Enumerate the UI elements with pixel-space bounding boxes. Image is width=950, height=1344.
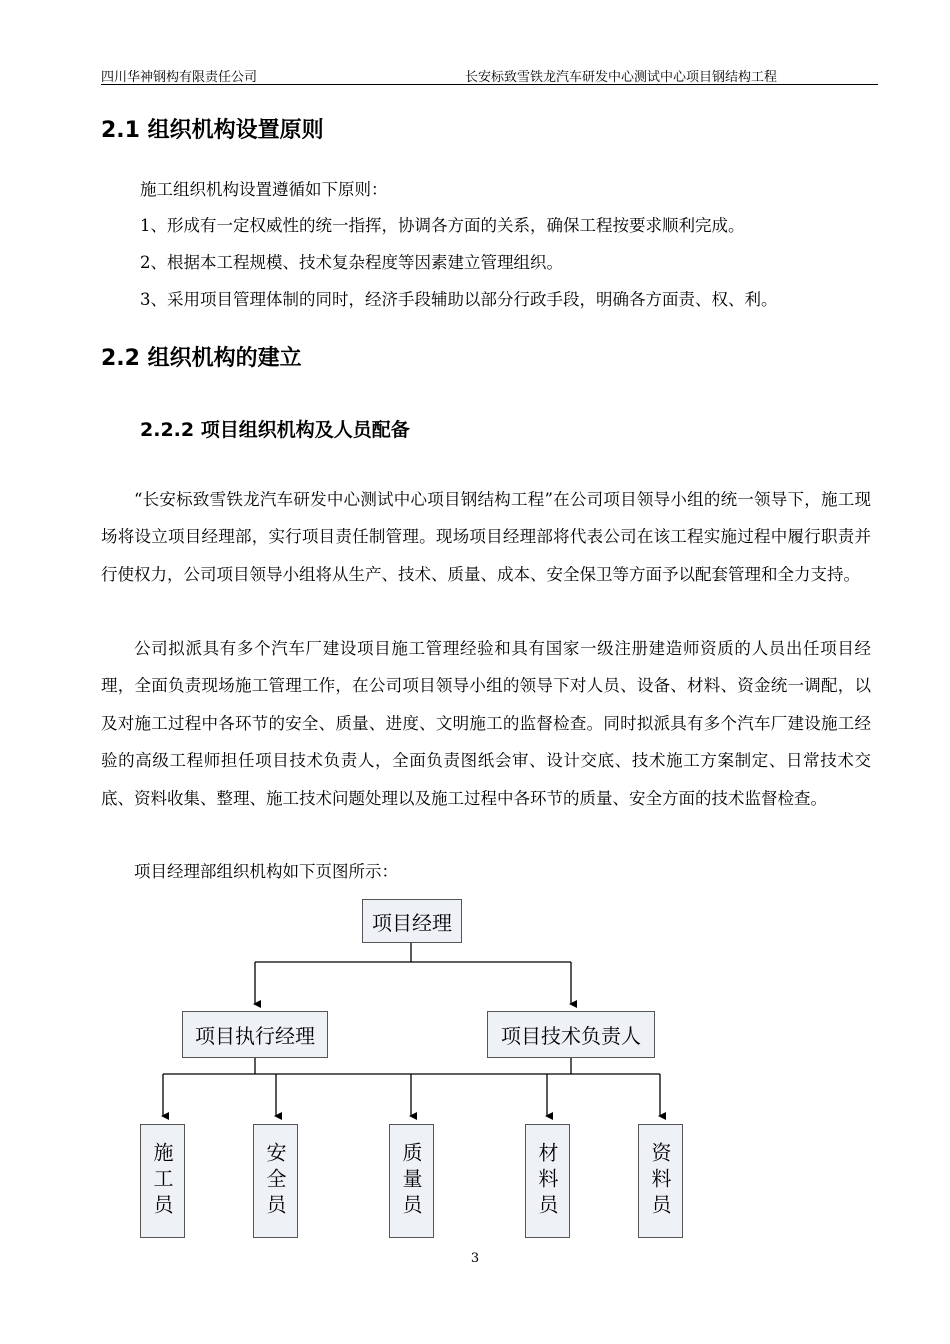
org-box-quality-staff: 质量员 bbox=[389, 1124, 434, 1238]
org-box-technical-lead: 项目技术负责人 bbox=[487, 1011, 655, 1058]
header-project: 长安标致雪铁龙汽车研发中心测试中心项目钢结构工程 bbox=[465, 69, 778, 84]
sec21-intro: 施工组织机构设置遵循如下原则： bbox=[140, 180, 388, 199]
sec21-item-1: 1、形成有一定权威性的统一指挥，协调各方面的关系，确保工程按要求顺利完成。 bbox=[140, 216, 745, 235]
paragraph-2: 公司拟派具有多个汽车厂建设项目施工管理经验和具有国家一级注册建造师资质的人员出任项目经理，全面负责现场施工管理工作，在公司项目领导小组的领导下对人员、设备、材料、资金统一调配，以及对施工过程中各环节的安全、质量、进度、文明施工的监督检查。同时拟派具有多个汽车厂建设施工经验的高级工程师担任项目技术负责人，全面负责图纸会审、设计交底、技术施工方案制定、日常技术交底、资料收集、整理、施工技术问题处理以及施工过程中各环节的质量、安全方面的技术监督检查。 bbox=[101, 639, 871, 808]
sec21-item-2: 2、根据本工程规模、技术复杂程度等因素建立管理组织。 bbox=[140, 253, 563, 272]
paragraph-1: “长安标致雪铁龙汽车研发中心测试中心项目钢结构工程”在公司项目领导小组的统一领导下，施工现场将设立项目经理部，实行项目责任制管理。现场项目经理部将代表公司在该工程实施过程中履行职责并行使权力，公司项目领导小组将从生产、技术、质量、成本、安全保卫等方面予以配套管理和全力支持。 bbox=[101, 490, 871, 584]
sec21-item-3: 3、采用项目管理体制的同时，经济手段辅助以部分行政手段，明确各方面责、权、利。 bbox=[140, 290, 778, 309]
section-2-2-2-title: 2.2.2 项目组织机构及人员配备 bbox=[140, 419, 410, 441]
header-company: 四川华神钢构有限责任公司 bbox=[101, 69, 258, 84]
org-box-documents-staff: 资料员 bbox=[638, 1124, 683, 1238]
section-2-2-title: 2.2 组织机构的建立 bbox=[101, 346, 302, 371]
org-box-safety-staff: 安全员 bbox=[253, 1124, 298, 1238]
page-number: 3 bbox=[470, 1251, 480, 1266]
paragraph-3: 项目经理部组织机构如下页图所示： bbox=[134, 862, 398, 881]
section-2-1-title: 2.1 组织机构设置原则 bbox=[101, 118, 324, 143]
org-box-project-manager: 项目经理 bbox=[362, 899, 462, 943]
org-box-executive-manager: 项目执行经理 bbox=[182, 1011, 328, 1058]
org-box-materials-staff: 材料员 bbox=[525, 1124, 570, 1238]
org-box-construction-staff: 施工员 bbox=[140, 1124, 185, 1238]
